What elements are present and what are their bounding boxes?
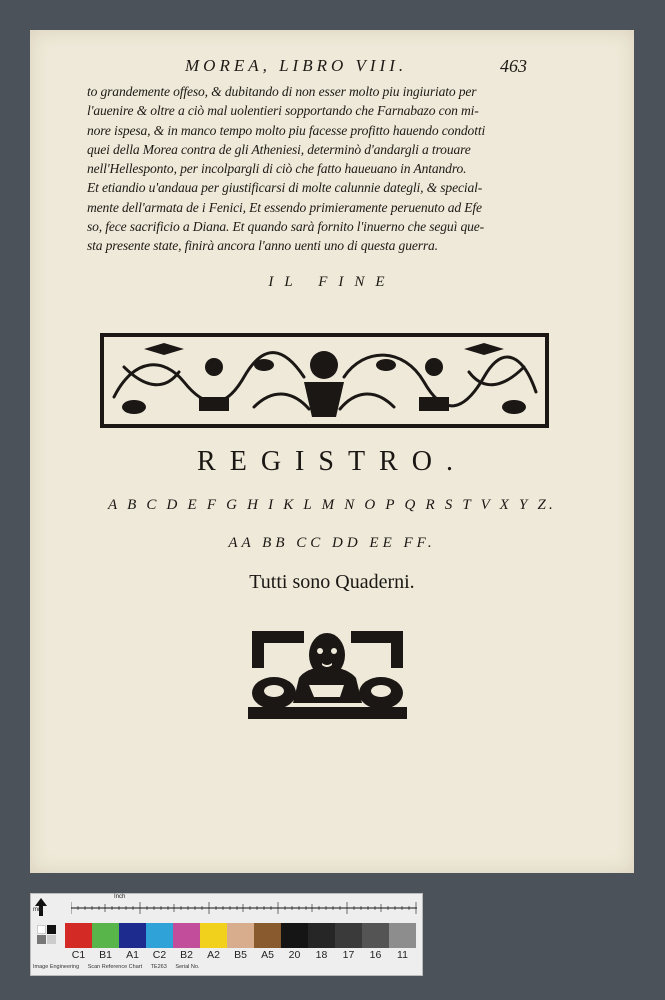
signatures-line-1: A B C D E F G H I K L M N O P Q R S T V X Y Z. [108, 497, 556, 513]
swatch-label: A2 [207, 949, 220, 961]
color-swatch [65, 923, 92, 948]
color-swatches [65, 923, 416, 948]
tailpiece-woodcut [244, 623, 411, 723]
swatch-label: 20 [288, 949, 301, 961]
tailpiece-icon [244, 623, 411, 723]
text-line: nell'Hellesponto, per incolpargli di ciò che fatto haueuano in Antandro. [87, 161, 467, 177]
color-swatch [92, 923, 119, 948]
running-head [30, 56, 634, 80]
swatch-labels [65, 949, 416, 962]
color-swatch [362, 923, 389, 948]
color-swatch [227, 923, 254, 948]
color-swatch [254, 923, 281, 948]
scan-reference-chart [30, 893, 423, 976]
swatch-label: A5 [261, 949, 274, 961]
text-line: to grandemente offeso, & dubitando di non esser molto piu ingiuriato per [87, 84, 477, 99]
color-swatch [200, 923, 227, 948]
text-line: l'auenire & oltre a ciò mal uolentieri sopportando che Farnabazo con mi- [87, 103, 479, 119]
page-number: 463 [500, 56, 527, 76]
chart-code: TE263 [150, 964, 167, 970]
swatch-label: B5 [234, 949, 247, 961]
swatch-label: C2 [152, 949, 167, 961]
color-swatch [308, 923, 335, 948]
chart-footer [33, 964, 206, 970]
swatch-label: B1 [99, 949, 112, 961]
color-swatch [335, 923, 362, 948]
swatch-label: 16 [369, 949, 382, 961]
text-line: nore ispesa, & in manco tempo molto piu facesse profitto hauendo condotti [87, 122, 486, 138]
color-swatch [146, 923, 173, 948]
quaderni-note: Tutti sono Quaderni. [249, 571, 415, 593]
swatch-label: 18 [315, 949, 328, 961]
ornamental-woodcut-band [100, 333, 549, 428]
text-line: sta presente state, finirà ancora l'anno uenti uno di questa guerra. [87, 238, 438, 254]
ruler [71, 896, 417, 922]
chart-maker: Image Engineering [33, 964, 80, 970]
gray-patch-mini [37, 925, 56, 944]
swatch-label: 11 [397, 949, 408, 961]
running-title: MOREA, LIBRO VIII. [185, 56, 408, 75]
body-text [87, 82, 567, 256]
text-line: mente dell'armata de i Fenici, Et essendo primieramente peruenuto ad Efe [87, 199, 482, 215]
color-swatch [389, 923, 416, 948]
chart-name: Scan Reference Chart [87, 964, 143, 970]
closing-line: IL FINE [268, 274, 396, 290]
color-swatch [173, 923, 200, 948]
swatch-label: B2 [180, 949, 193, 961]
swatch-label: 17 [342, 949, 355, 961]
chart-serial: Serial No. [175, 964, 200, 970]
color-swatch [119, 923, 146, 948]
color-swatch [281, 923, 308, 948]
registro-heading: REGISTRO. [197, 446, 467, 477]
swatch-label: A1 [126, 949, 139, 961]
book-page [30, 30, 634, 873]
text-line: so, fece sacrificio a Diana. Et quando sarà fornito l'inuerno che seguì que- [87, 219, 485, 235]
ornament-icon [104, 337, 545, 424]
ruler-inch-label: Inch [114, 894, 126, 900]
text-line: Et etiandio u'andaua per giustificarsi di molte calunnie dategli, & special- [87, 180, 483, 196]
signatures-line-2: AA BB CC DD EE FF. [228, 535, 436, 551]
ruler-mm-label: mm [33, 907, 43, 913]
swatch-label: C1 [71, 949, 86, 961]
text-line: quei della Morea contra de gli Atheniesi, determinò d'andargli a trouare [87, 141, 471, 157]
